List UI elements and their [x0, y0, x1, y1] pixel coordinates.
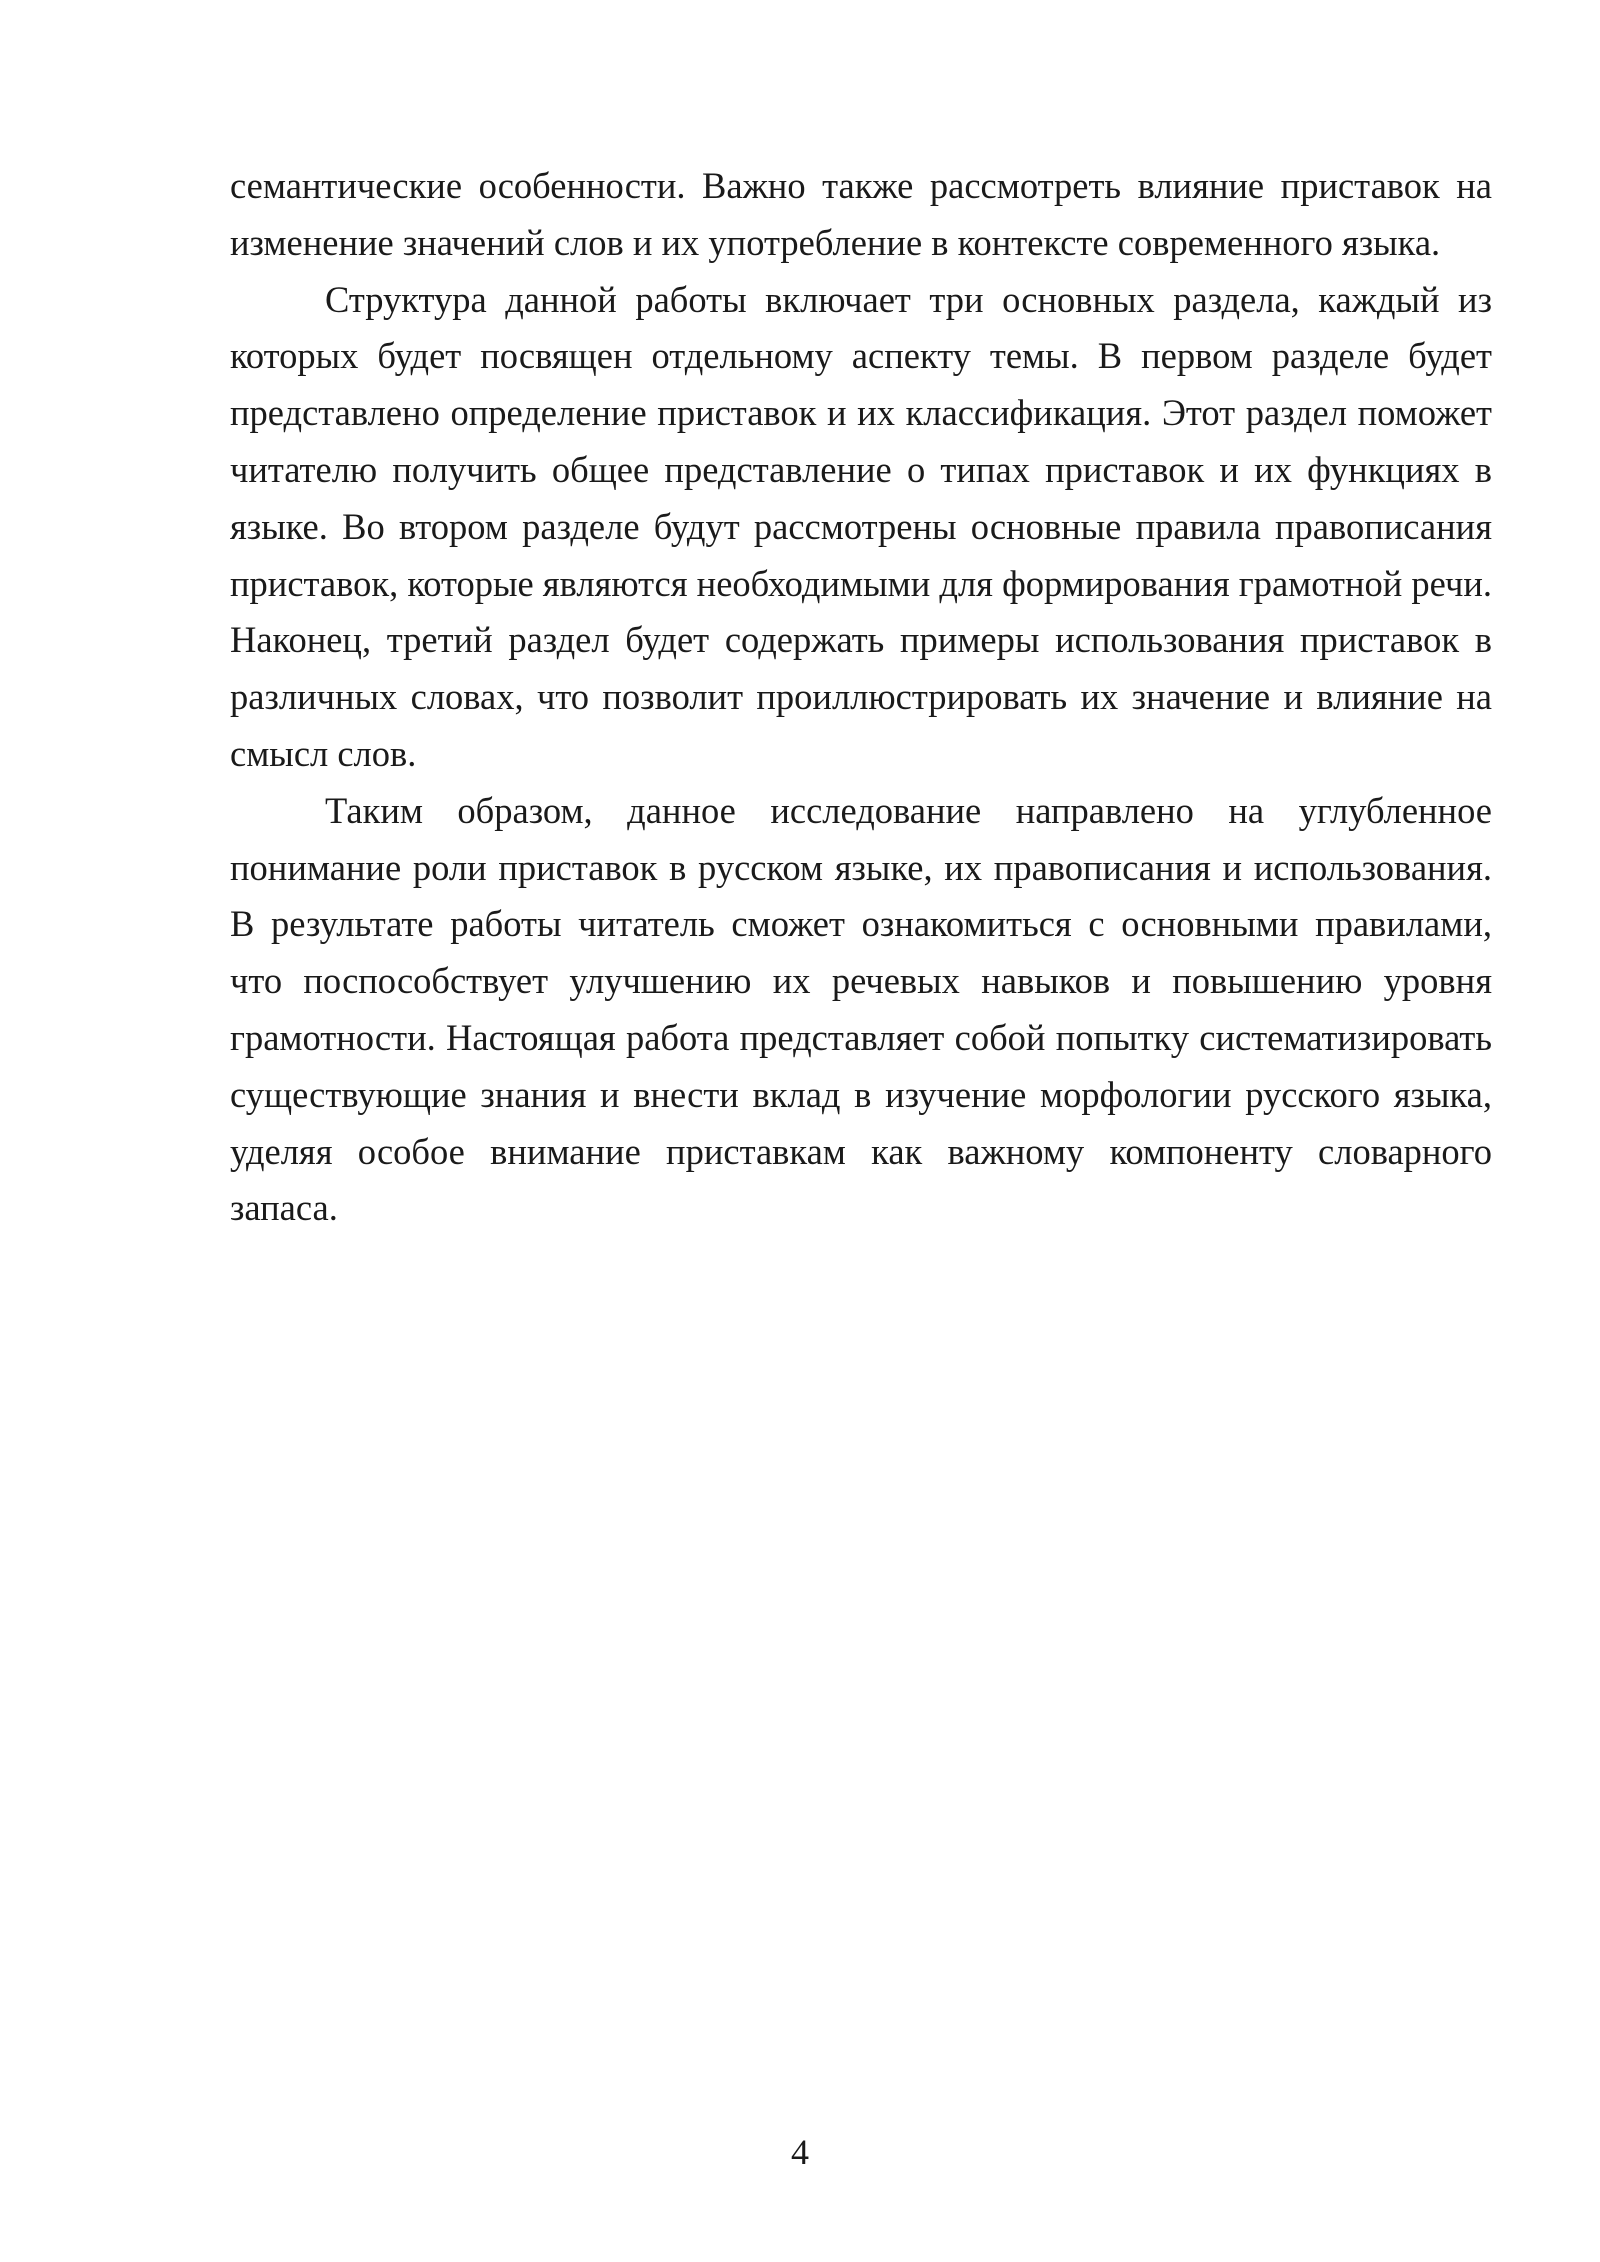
- paragraph-continuation: семантические особенности. Важно также рассмотреть влияние приставок на изменение значений слов и их употребление в контексте современного языка.: [230, 165, 1492, 263]
- page-number: 4: [791, 2132, 809, 2172]
- body-text: [230, 158, 1492, 1237]
- paragraph-conclusion: Таким образом, данное исследование направлено на углубленное понимание роли приставок в русском языке, их правописания и использования. В результате работы читатель сможет ознакомиться с основными правилами, что поспособствует улучшению их речевых навыков и повышению уровня грамотности. Настоящая работа представляет собой попытку систематизировать существующие знания и внести вклад в изучение морфологии русского языка, уделяя особое внимание приставкам как важному компоненту словарного запаса.: [230, 789, 1492, 1229]
- paragraph-structure: Структура данной работы включает три основных раздела, каждый из которых будет посвящен отдельному аспекту темы. В первом разделе будет представлено определение приставок и их классификация. Этот раздел поможет читателю получить общее представление о типах приставок и их функциях в языке. Во втором разделе будут рассмотрены основные правила правописания приставок, которые являются необходимыми для формирования грамотной речи. Наконец, третий раздел будет содержать примеры использования приставок в различных словах, что позволит проиллюстрировать их значение и влияние на смысл слов.: [230, 278, 1492, 774]
